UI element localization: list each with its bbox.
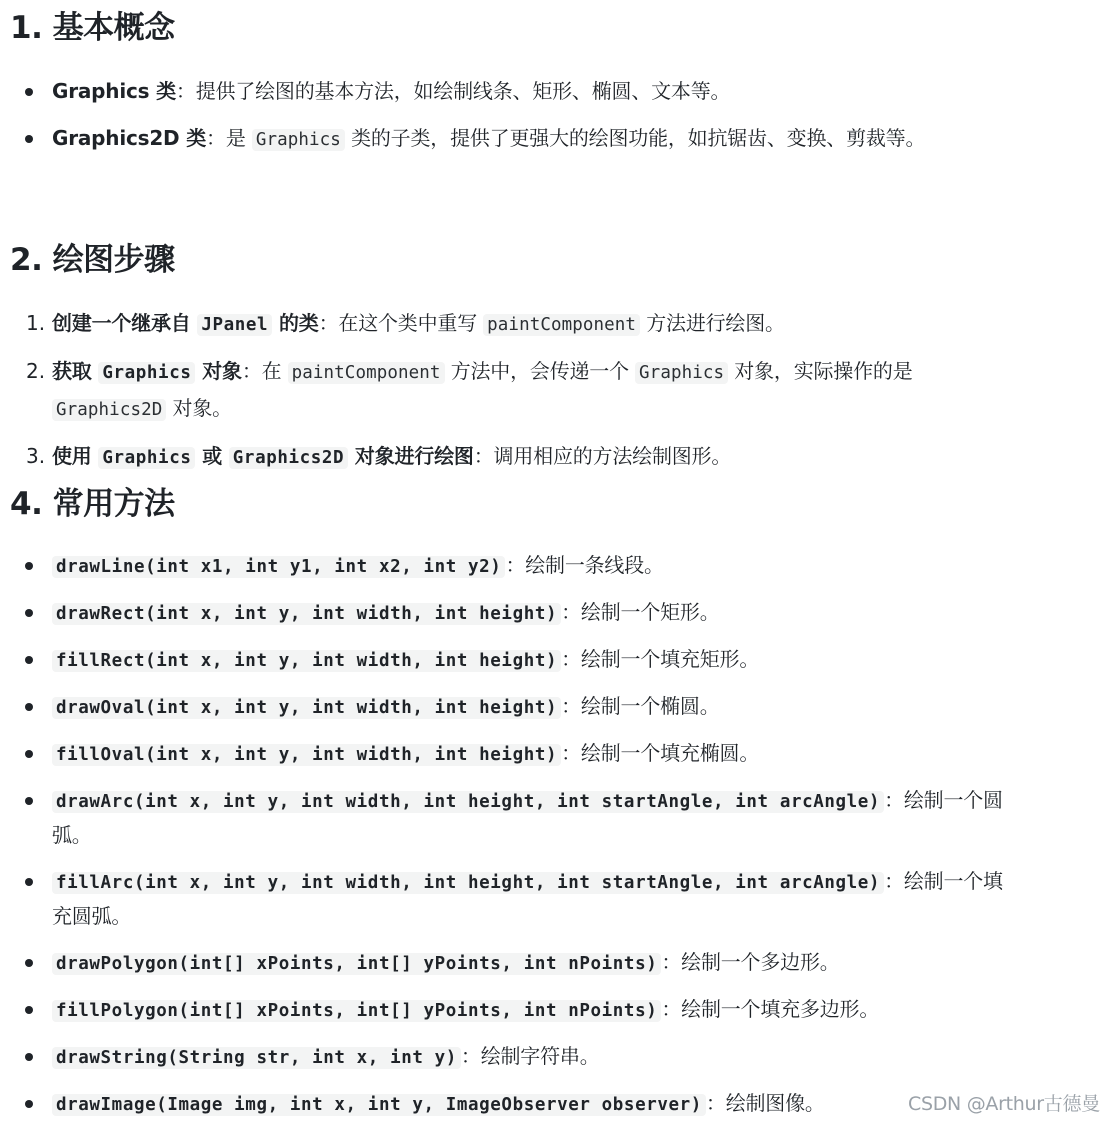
step-desc: 在 (261, 359, 288, 383)
step-item (52, 357, 913, 387)
method-item (52, 692, 720, 722)
step-title: 获取 (52, 359, 99, 383)
watermark: CSDN @Arthur古德曼 (908, 1093, 1100, 1115)
step-title: 对象进行绘图 (348, 444, 474, 468)
step-desc: 对象，实际操作的是 (728, 359, 913, 383)
inline-code: Graphics2D (229, 447, 348, 469)
method-desc: ：绘制一个填 (884, 869, 1003, 893)
separator: ： (206, 126, 226, 150)
step-item (52, 309, 785, 339)
method-desc: ：绘制一个填充椭圆。 (561, 741, 760, 765)
description: 类的子类，提供了更强大的绘图功能，如抗锯齿、变换、剪裁等。 (344, 126, 926, 150)
method-signature: fillArc(int x, int y, int width, int height, int startAngle, int arcAngle) (52, 872, 884, 894)
section-heading-drawing-steps: 2. 绘图步骤 (10, 242, 175, 278)
bullet (25, 562, 33, 570)
method-item (52, 598, 720, 628)
bullet (25, 1006, 33, 1014)
method-signature: drawString(String str, int x, int y) (52, 1047, 461, 1069)
method-item (52, 867, 1003, 897)
term: Graphics 类 (52, 79, 176, 103)
method-item (52, 786, 1003, 816)
step-title: 创建一个继承自 (52, 311, 198, 335)
term: Graphics2D 类 (52, 126, 207, 150)
inline-code: Graphics (98, 447, 195, 469)
bullet (25, 878, 33, 886)
method-signature: drawImage(Image img, int x, int y, ImageObserver observer) (52, 1094, 706, 1116)
method-item (52, 739, 759, 769)
step-desc: 调用相应的方法绘制图形。 (493, 444, 732, 468)
step-desc: 对象。 (166, 396, 232, 420)
inline-code: Graphics2D (52, 399, 166, 421)
inline-code: JPanel (197, 314, 272, 336)
inline-code: Graphics (98, 362, 195, 384)
method-item (52, 948, 840, 978)
inline-code: paintComponent (288, 362, 445, 384)
step-desc: 在这个类中重写 (338, 311, 484, 335)
method-item-continuation (52, 902, 131, 930)
method-item (52, 551, 664, 581)
step-title: 使用 (52, 444, 99, 468)
step-number: 3. (26, 444, 46, 468)
bullet (25, 703, 33, 711)
method-signature: fillPolygon(int[] xPoints, int[] yPoints, int nPoints) (52, 1000, 661, 1022)
bullet (25, 88, 33, 96)
separator: ： (241, 359, 262, 383)
step-title: 的类 (272, 311, 319, 335)
method-signature: fillOval(int x, int y, int width, int height) (52, 744, 561, 766)
step-title: 或 (195, 444, 229, 468)
method-desc: 充圆弧。 (52, 904, 132, 928)
description: 是 (225, 126, 252, 150)
method-signature: drawLine(int x1, int y1, int x2, int y2) (52, 556, 505, 578)
bullet (25, 1053, 33, 1061)
method-desc: ：绘制一个圆 (884, 788, 1003, 812)
step-item-continuation (52, 394, 232, 424)
method-signature: drawOval(int x, int y, int width, int height) (52, 697, 561, 719)
bullet (25, 750, 33, 758)
separator: ： (175, 79, 196, 103)
step-number: 2. (26, 359, 46, 383)
method-desc: ：绘制一个填充多边形。 (661, 997, 880, 1021)
method-item (52, 995, 879, 1025)
bullet (25, 656, 33, 664)
list-item (52, 124, 925, 154)
inline-code: Graphics (635, 362, 728, 384)
method-desc: ：绘制一个填充矩形。 (561, 647, 760, 671)
method-desc: ：绘制一个矩形。 (561, 600, 720, 624)
method-item (52, 645, 759, 675)
method-desc: ：绘制图像。 (705, 1091, 825, 1115)
bullet (25, 1100, 33, 1108)
bullet (25, 797, 33, 805)
method-desc: ：绘制字符串。 (460, 1044, 600, 1068)
method-item (52, 1042, 600, 1072)
section-heading-common-methods: 4. 常用方法 (10, 486, 175, 522)
step-item (52, 442, 731, 472)
method-signature: drawArc(int x, int y, int width, int height, int startAngle, int arcAngle) (52, 791, 884, 813)
bullet (25, 609, 33, 617)
inline-code: Graphics (252, 129, 345, 151)
method-desc: 弧。 (52, 823, 92, 847)
list-item (52, 77, 730, 105)
step-desc: 方法进行绘图。 (640, 311, 785, 335)
step-number: 1. (26, 311, 46, 335)
method-item (52, 1089, 825, 1119)
separator: ： (318, 311, 339, 335)
method-signature: drawPolygon(int[] xPoints, int[] yPoints, int nPoints) (52, 953, 661, 975)
separator: ： (473, 444, 494, 468)
method-desc: ：绘制一个多边形。 (661, 950, 840, 974)
method-item-continuation (52, 821, 92, 849)
method-signature: fillRect(int x, int y, int width, int height) (52, 650, 561, 672)
step-desc: 方法中，会传递一个 (444, 359, 636, 383)
section-heading-basic-concepts: 1. 基本概念 (10, 10, 175, 46)
bullet (25, 959, 33, 967)
description: 提供了绘图的基本方法，如绘制线条、矩形、椭圆、文本等。 (195, 79, 731, 103)
inline-code: paintComponent (483, 314, 640, 336)
method-desc: ：绘制一条线段。 (505, 553, 664, 577)
bullet (25, 135, 33, 143)
method-signature: drawRect(int x, int y, int width, int height) (52, 603, 561, 625)
step-title: 对象 (195, 359, 242, 383)
method-desc: ：绘制一个椭圆。 (561, 694, 720, 718)
